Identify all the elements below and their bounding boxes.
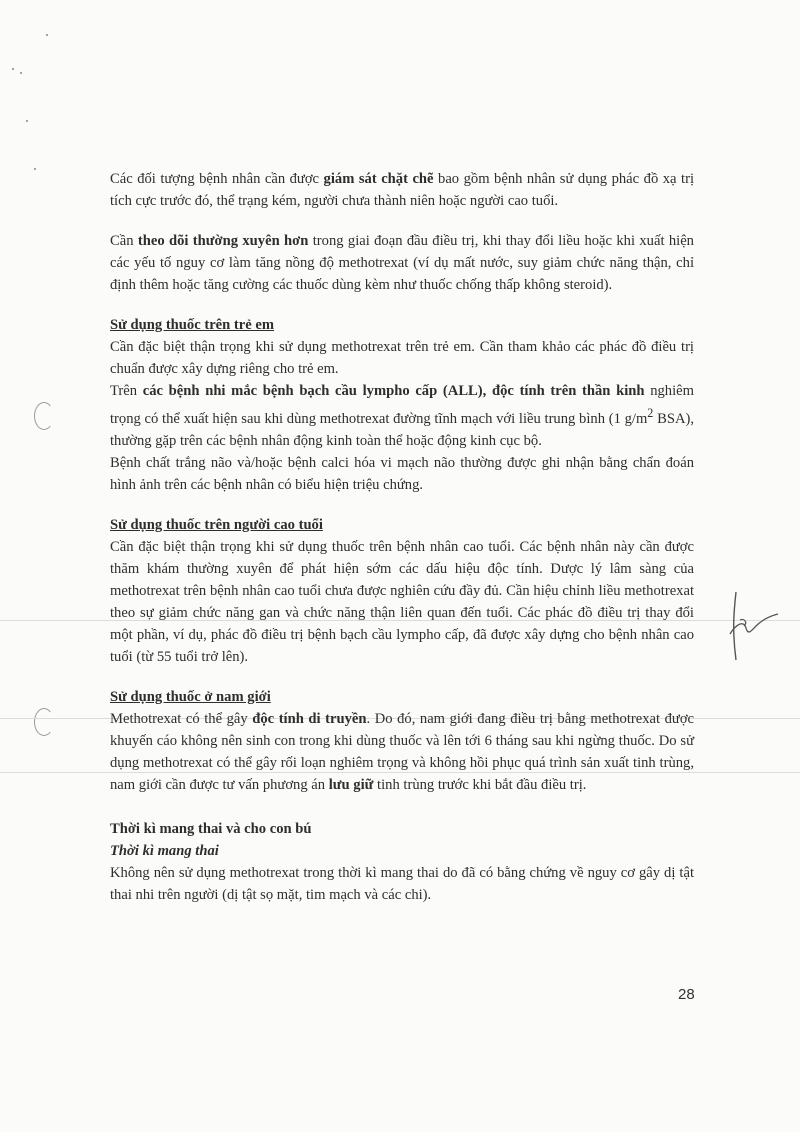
text-run: Methotrexat có thể gây [110, 710, 253, 727]
paragraph-monitoring [110, 168, 694, 212]
text-run: trong giai đoạn đầu điều trị, khi thay đổi liều hoặc khi xuất hiện các yếu tố nguy cơ làm tăng nồng độ methotrexat (ví dụ mất nước, suy giảm chức năng thận, chỉ định thêm hoặc tăng cường các thuốc dùng kèm như thuốc chống thấp không steroid). [110, 233, 694, 293]
scan-speck [26, 120, 28, 122]
text-run: Trên [110, 383, 143, 399]
document-body [110, 168, 694, 906]
text-run-bold: theo dõi thường xuyên hơn [137, 233, 309, 249]
scan-speck [12, 68, 14, 70]
text-run-bold: độc tính di truyền [252, 710, 367, 727]
page-number: 28 [678, 986, 695, 1003]
section-heading-pregnancy: Thời kì mang thai và cho con bú [110, 820, 312, 837]
scan-speck [20, 72, 22, 74]
text-run-bold: lưu giữ [328, 776, 374, 793]
text-run: Các đối tượng bệnh nhân cần được [110, 171, 324, 187]
paragraph-pediatric-1: Cần đặc biệt thận trọng khi sử dụng methotrexat trên trẻ em. Cần tham khảo các phác đồ điều trị chuẩn được xây dựng riêng cho trẻ em. [110, 339, 694, 377]
paragraph-pediatric-2 [110, 380, 694, 452]
paragraph-pregnancy-1: Không nên sử dụng methotrexat trong thời kì mang thai do đã có bằng chứng về nguy cơ gây dị tật thai nhi trên người (dị tật sọ mặt, tim mạch và các chi). [110, 864, 694, 903]
subheading-pregnancy: Thời kì mang thai [110, 842, 219, 859]
text-run: BSA), thường gặp trên các bệnh nhân động kinh toàn thể hoặc động kinh cục bộ. [110, 410, 694, 449]
section-heading-elderly: Sử dụng thuốc trên người cao tuổi [110, 516, 323, 533]
text-run-bold: giám sát chặt chẽ [323, 171, 434, 187]
superscript: 2 [647, 406, 654, 420]
text-run: . Do đó, nam giới đang điều trị bằng methotrexat được khuyến cáo không nên sinh con trong khi dùng thuốc và lên tới 6 tháng sau khi ngừng thuốc. Do sử dụng methotrexat có thể gây rối loạn nghiêm trọng và không hồi phục quá trình sản xuất tinh trùng, nam giới cần được tư vấn phương án [110, 710, 695, 793]
text-run: bao gồm bệnh nhân sử dụng phác đồ xạ trị tích cực trước đó, thể trạng kém, người chưa thành niên hoặc người cao tuổi. [110, 171, 694, 209]
scan-speck [34, 168, 36, 170]
paragraph-pediatric-3: Bệnh chất trắng não và/hoặc bệnh calci hóa vi mạch não thường được ghi nhận bằng chẩn đoán hình ảnh trên các bệnh nhân có biểu hiện triệu chứng. [110, 454, 694, 493]
paragraph-elderly-1: Cần đặc biệt thận trọng khi sử dụng thuốc trên bệnh nhân cao tuổi. Các bệnh nhân này cần được thăm khám thường xuyên để phát hiện sớm các dấu hiệu độc tính. Dược lý lâm sàng của methotrexat trên bệnh nhân cao tuổi chưa được nghiên cứu đầy đủ. Cần hiệu chỉnh liều methotrexat theo sự giảm chức năng gan và chức năng thận liên quan đến tuổi. Các phác đồ điều trị thay đổi một phần, ví dụ, phác đồ điều trị bệnh bạch cầu lympho cấp, đã được xây dựng cho bệnh nhân cao tuổi (từ 55 tuổi trở lên). [110, 538, 694, 665]
section-heading-pediatric: Sử dụng thuốc trên trẻ em [110, 317, 275, 333]
punch-hole-mark [34, 402, 54, 430]
paragraph-male-1 [110, 708, 694, 796]
text-run: nghiêm trọng có thể xuất hiện sau khi dùng methotrexat đường tĩnh mạch với liều trung bình (1 g/m [110, 383, 694, 427]
signature-mark [722, 590, 782, 670]
text-run-bold: các bệnh nhi mắc bệnh bạch cầu lympho cấp (ALL), độc tính trên thần kinh [142, 383, 645, 399]
punch-hole-mark [34, 708, 54, 736]
paragraph-follow-up [110, 230, 694, 296]
text-run: Cần [110, 233, 138, 249]
text-run: tinh trùng trước khi bắt đầu điều trị. [373, 776, 587, 793]
section-heading-male: Sử dụng thuốc ở nam giới [110, 688, 271, 705]
scan-speck [46, 34, 48, 36]
